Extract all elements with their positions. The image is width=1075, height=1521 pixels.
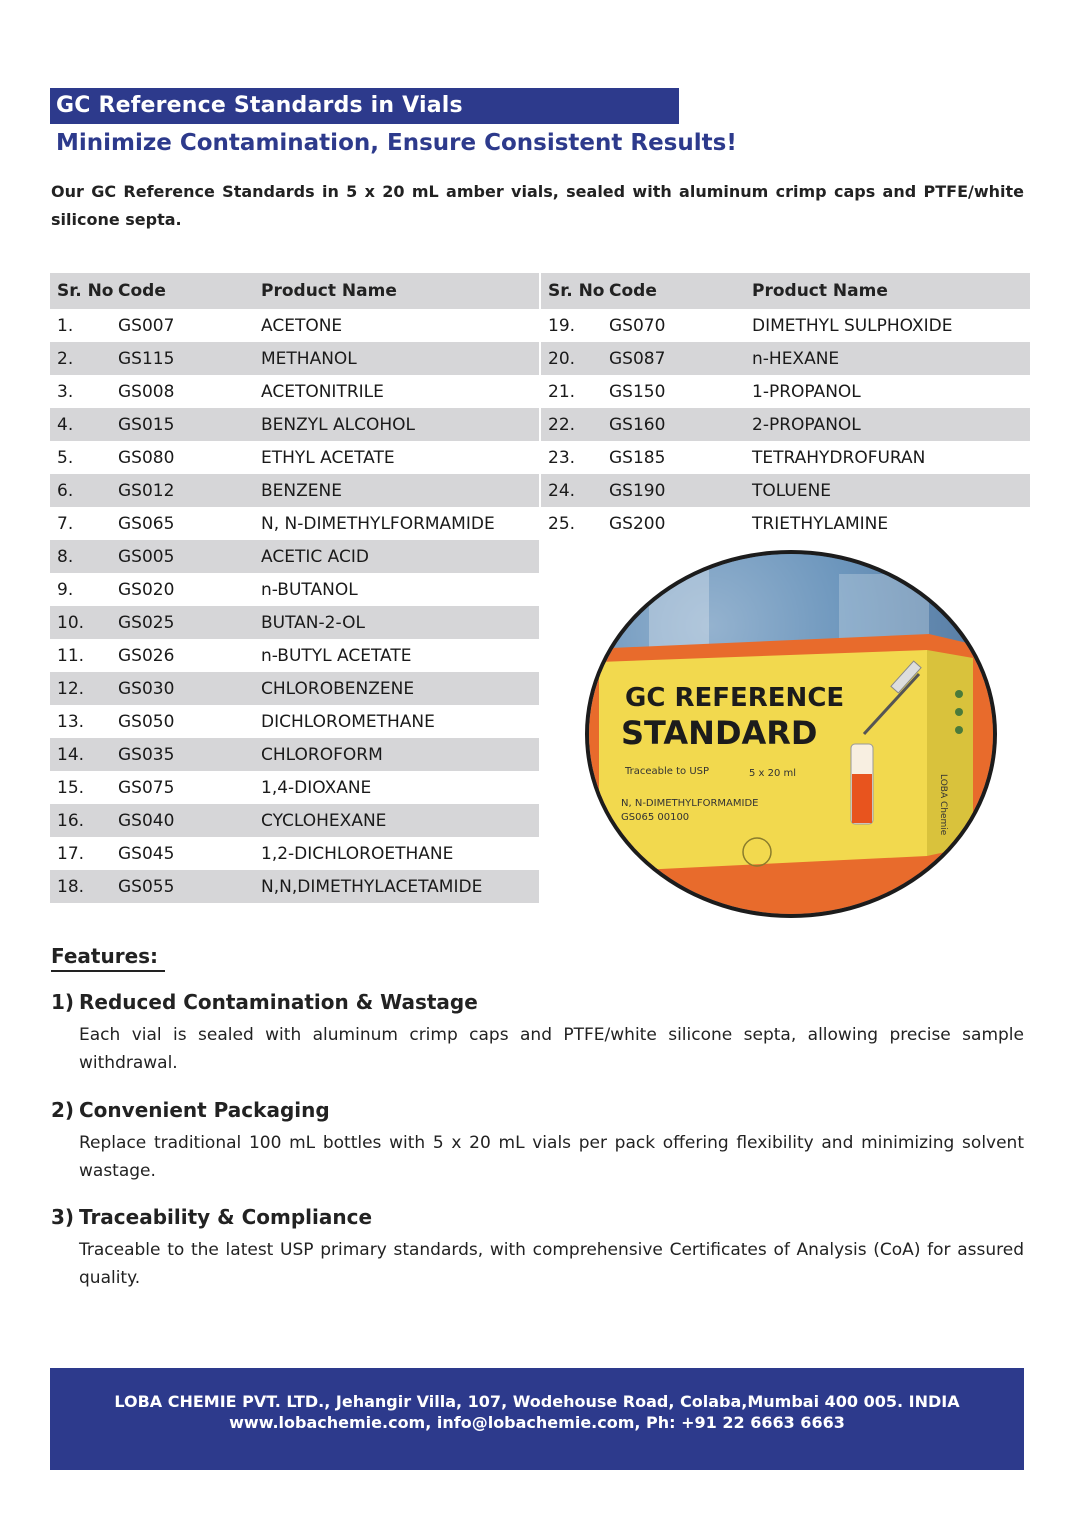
- table-row: [50, 705, 539, 738]
- box-product-name: N, N-DIMETHYLFORMAMIDE: [621, 798, 759, 809]
- sr-no-cell: 3.: [57, 381, 74, 402]
- box-title-line2: STANDARD: [621, 714, 818, 752]
- sr-no-cell: 25.: [548, 513, 576, 534]
- sr-no-cell: 6.: [50, 474, 118, 507]
- table-row: [50, 804, 539, 837]
- sr-no-cell: 13.: [57, 711, 85, 732]
- product-name-cell: BUTAN-2-OL: [261, 606, 539, 639]
- product-name-cell: n-HEXANE: [752, 342, 1030, 375]
- code-cell: GS087: [609, 342, 752, 375]
- table-row: [541, 408, 1030, 441]
- footer-contact: [50, 1368, 1024, 1470]
- feature-number: 2): [51, 1098, 75, 1122]
- product-name-cell: CHLOROBENZENE: [261, 672, 539, 705]
- feature-title-text: Convenient Packaging: [79, 1098, 330, 1122]
- column-header-product-name: Product Name: [261, 273, 539, 309]
- footer-web-contact: www.lobachemie.com, info@lobachemie.com, Ph: +91 22 6663 6663: [229, 1413, 845, 1432]
- sr-no-cell: 4.: [50, 408, 118, 441]
- table-row: [541, 507, 1030, 540]
- column-header-code: Code: [609, 273, 752, 309]
- code-cell: GS015: [118, 408, 261, 441]
- sr-no-cell: 5.: [57, 447, 74, 468]
- table-row: [541, 474, 1030, 507]
- code-cell: GS075: [118, 777, 175, 798]
- code-cell: GS200: [609, 513, 666, 534]
- sr-no-cell: 11.: [57, 645, 85, 666]
- product-name-cell: ACETONE: [261, 315, 343, 336]
- table-row: [50, 870, 539, 903]
- product-photo: [585, 550, 997, 918]
- product-name-cell: DIMETHYL SULPHOXIDE: [752, 315, 953, 336]
- table-row: [50, 672, 539, 705]
- product-name-cell: ETHYL ACETATE: [261, 447, 395, 468]
- sr-no-cell: 21.: [548, 381, 576, 402]
- table-row: [50, 507, 539, 540]
- table-row: [50, 606, 539, 639]
- code-cell: GS025: [118, 606, 261, 639]
- code-cell: GS030: [118, 672, 261, 705]
- sr-no-cell: 22.: [541, 408, 609, 441]
- code-cell: GS007: [118, 315, 175, 336]
- sr-no-cell: 24.: [541, 474, 609, 507]
- code-cell: GS160: [609, 408, 752, 441]
- code-cell: GS055: [118, 870, 261, 903]
- column-header-sr-no: Sr. No: [50, 273, 118, 309]
- product-box-illustration: [589, 554, 993, 914]
- sr-no-cell: 23.: [548, 447, 576, 468]
- sr-no-cell: 16.: [50, 804, 118, 837]
- product-name-cell: TRIETHYLAMINE: [752, 513, 889, 534]
- code-cell: GS115: [118, 342, 261, 375]
- feature-title-2: [51, 1098, 330, 1122]
- sr-no-cell: 18.: [50, 870, 118, 903]
- feature-number: 3): [51, 1205, 75, 1229]
- features-heading: Features:: [51, 944, 165, 972]
- product-name-cell: 1,4-DIOXANE: [261, 777, 372, 798]
- table-row: [541, 342, 1030, 375]
- code-cell: GS050: [118, 711, 175, 732]
- code-cell: GS026: [118, 645, 175, 666]
- product-name-cell: BENZENE: [261, 474, 539, 507]
- feature-title-text: Reduced Contamination & Wastage: [79, 990, 478, 1014]
- product-name-cell: N, N-DIMETHYLFORMAMIDE: [261, 513, 495, 534]
- sr-no-cell: 14.: [50, 738, 118, 771]
- table-row: [50, 540, 539, 573]
- table-row: [541, 441, 1030, 474]
- code-cell: GS045: [118, 843, 175, 864]
- sr-no-cell: 15.: [57, 777, 85, 798]
- sr-no-cell: 17.: [57, 843, 85, 864]
- column-header-sr-no: Sr. No: [541, 273, 609, 309]
- table-row: [50, 771, 539, 804]
- product-name-cell: N,N,DIMETHYLACETAMIDE: [261, 870, 539, 903]
- table-row: [50, 441, 539, 474]
- code-cell: GS008: [118, 381, 175, 402]
- sr-no-cell: 20.: [541, 342, 609, 375]
- code-cell: GS185: [609, 447, 666, 468]
- table-row: [50, 639, 539, 672]
- product-name-cell: METHANOL: [261, 342, 539, 375]
- sr-no-cell: 12.: [50, 672, 118, 705]
- feature-title-text: Traceability & Compliance: [79, 1205, 373, 1229]
- feature-title-1: [51, 990, 478, 1014]
- code-cell: GS065: [118, 513, 175, 534]
- product-name-cell: 1,2-DICHLOROETHANE: [261, 843, 454, 864]
- table-row: [50, 309, 539, 342]
- table-row: [50, 375, 539, 408]
- column-header-product-name: Product Name: [752, 273, 1030, 309]
- table-row: [50, 342, 539, 375]
- code-cell: GS070: [609, 315, 666, 336]
- product-name-cell: ACETIC ACID: [261, 540, 539, 573]
- sr-no-cell: 1.: [57, 315, 74, 336]
- code-cell: GS080: [118, 447, 175, 468]
- table-row: [541, 309, 1030, 342]
- table-row: [50, 474, 539, 507]
- code-cell: GS190: [609, 474, 752, 507]
- feature-body-3: Traceable to the latest USP primary standards, with comprehensive Certificates of Analysis (CoA) for assured quality.: [79, 1240, 1024, 1288]
- product-table-left: [50, 273, 539, 903]
- feature-title-3: [51, 1205, 372, 1229]
- feature-body-1: Each vial is sealed with aluminum crimp caps and PTFE/white silicone septa, allowing precise sample withdrawal.: [79, 1025, 1024, 1073]
- table-row: [541, 375, 1030, 408]
- sr-no-cell: 7.: [57, 513, 74, 534]
- code-cell: GS035: [118, 738, 261, 771]
- box-pack-size: 5 x 20 ml: [749, 768, 797, 779]
- code-cell: GS150: [609, 381, 666, 402]
- product-name-cell: n-BUTANOL: [261, 579, 358, 600]
- product-name-cell: TETRAHYDROFURAN: [752, 447, 926, 468]
- product-name-cell: DICHLOROMETHANE: [261, 711, 435, 732]
- box-traceable: Traceable to USP: [625, 766, 710, 777]
- code-cell: GS005: [118, 540, 261, 573]
- feature-number: 1): [51, 990, 75, 1014]
- sr-no-cell: 10.: [50, 606, 118, 639]
- box-product-code: GS065 00100: [621, 812, 690, 823]
- intro-text: Our GC Reference Standards in 5 x 20 mL amber vials, sealed with aluminum crimp caps and PTFE/white silicone septa.: [51, 182, 1024, 229]
- product-name-cell: TOLUENE: [752, 474, 1030, 507]
- product-name-cell: 1-PROPANOL: [752, 381, 861, 402]
- table-row: [50, 573, 539, 606]
- product-name-cell: ACETONITRILE: [261, 381, 384, 402]
- footer-address: LOBA CHEMIE PVT. LTD., Jehangir Villa, 107, Wodehouse Road, Colaba,Mumbai 400 005. INDIA: [114, 1392, 960, 1411]
- feature-body-2: Replace traditional 100 mL bottles with 5 x 20 mL vials per pack offering flexibility and minimizing solvent wastage.: [79, 1133, 1024, 1181]
- page-subtitle: Minimize Contamination, Ensure Consistent Results!: [56, 130, 737, 156]
- product-name-cell: BENZYL ALCOHOL: [261, 408, 539, 441]
- product-table-right: [541, 273, 1030, 540]
- page-title: GC Reference Standards in Vials: [50, 88, 679, 124]
- product-name-cell: n-BUTYL ACETATE: [261, 645, 412, 666]
- code-cell: GS020: [118, 579, 175, 600]
- product-name-cell: CHLOROFORM: [261, 738, 539, 771]
- sr-no-cell: 2.: [50, 342, 118, 375]
- table-row: [50, 738, 539, 771]
- box-title-line1: GC REFERENCE: [625, 683, 845, 713]
- sr-no-cell: 8.: [50, 540, 118, 573]
- table-row: [50, 837, 539, 870]
- sr-no-cell: 9.: [57, 579, 74, 600]
- table-row: [50, 408, 539, 441]
- code-cell: GS040: [118, 804, 261, 837]
- product-name-cell: 2-PROPANOL: [752, 408, 1030, 441]
- column-header-code: Code: [118, 273, 261, 309]
- sr-no-cell: 19.: [548, 315, 576, 336]
- product-name-cell: CYCLOHEXANE: [261, 804, 539, 837]
- box-brand: LOBA Chemie: [938, 774, 948, 836]
- code-cell: GS012: [118, 474, 261, 507]
